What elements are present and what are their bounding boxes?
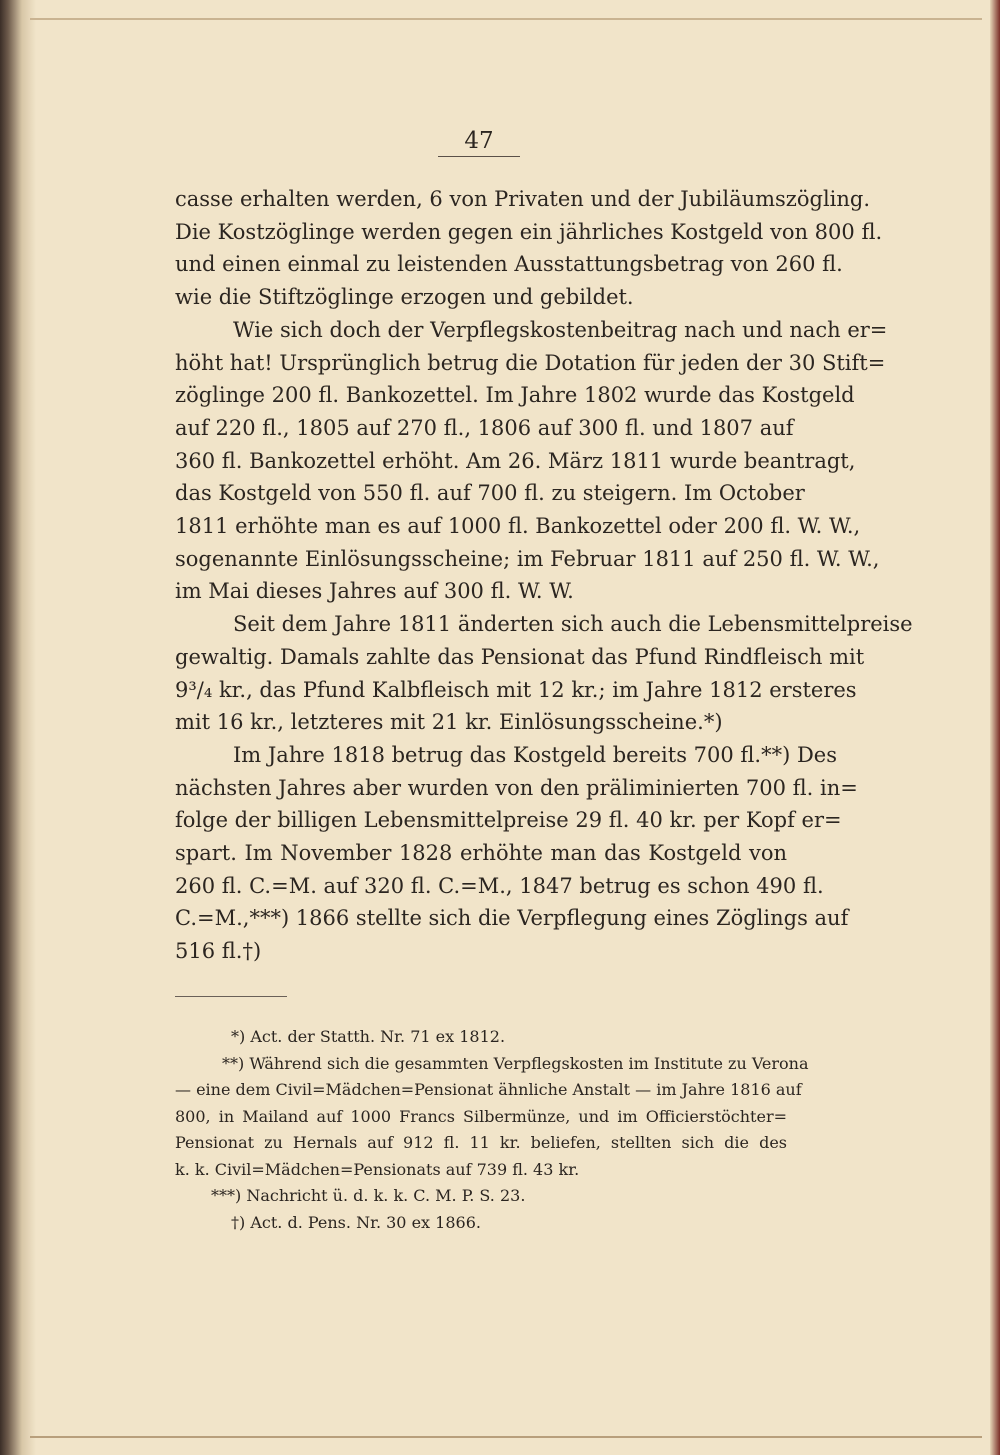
footnote-line: *) Act. der Statth. Nr. 71 ex 1812. (231, 1027, 506, 1046)
footnotes (175, 1024, 809, 1236)
footnote-line: ***) Nachricht ü. d. k. k. C. M. P. S. 23. (211, 1186, 526, 1205)
text-line: C.=M.,***) 1866 stellte sich die Verpflegung eines Zöglings auf (175, 906, 849, 931)
footnote-line: †) Act. d. Pens. Nr. 30 ex 1866. (231, 1212, 481, 1232)
text-line: Seit dem Jahre 1811 änderten sich auch die Lebensmittelpreise (233, 612, 913, 637)
footnote-separator (175, 996, 287, 997)
text-line: 516 fl.†) (175, 939, 262, 964)
text-line: 260 fl. C.=M. auf 320 fl. C.=M., 1847 betrug es schon 490 fl. (175, 873, 824, 898)
text-line: 360 fl. Bankozettel erhöht. Am 26. März 1811 wurde beantragt, (175, 448, 856, 473)
text-line: sogenannte Einlösungsscheine; im Februar 1811 auf 250 fl. W. W., (175, 546, 880, 571)
text-line: 1811 erhöhte man es auf 1000 fl. Bankozettel oder 200 fl. W. W., (175, 514, 861, 539)
binding-shadow (0, 0, 36, 1455)
footnote-line: — eine dem Civil=Mädchen=Pensionat ähnliche Anstalt — im Jahre 1816 auf (175, 1080, 802, 1099)
page-edge (990, 0, 1000, 1455)
text-line: 9³/₄ kr., das Pfund Kalbfleisch mit 12 kr.; im Jahre 1812 ersteres (175, 677, 857, 702)
text-line: mit 16 kr., letzteres mit 21 kr. Einlösungsscheine.*) (175, 710, 723, 735)
text-line: gewaltig. Damals zahlte das Pensionat das Pfund Rindfleisch mit (175, 644, 865, 669)
bottom-border (30, 1436, 982, 1438)
text-line: Wie sich doch der Verpflegskostenbeitrag nach und nach er= (233, 317, 888, 342)
text-line: folge der billigen Lebensmittelpreise 29 fl. 40 kr. per Kopf er= (175, 808, 842, 833)
footnote-line: **) Während sich die gesammten Verpflegskosten im Institute zu Verona (222, 1053, 809, 1073)
footnote-line: 800, in Mailand auf 1000 Francs Silbermünze, und im Officierstöchter= (175, 1106, 787, 1126)
text-line: wie die Stiftzöglinge erzogen und gebildet. (175, 285, 634, 310)
text-line: nächsten Jahres aber wurden von den präliminierten 700 fl. in= (175, 775, 858, 800)
text-line: auf 220 fl., 1805 auf 270 fl., 1806 auf 300 fl. und 1807 auf (175, 415, 794, 440)
text-line: und einen einmal zu leistenden Ausstattungsbetrag von 260 fl. (175, 252, 843, 277)
body-text (175, 183, 913, 968)
text-line: casse erhalten werden, 6 von Privaten und der Jubiläumszögling. (175, 187, 871, 211)
text-line: Im Jahre 1818 betrug das Kostgeld bereits 700 fl.**) Des (233, 742, 837, 767)
footnote-line: k. k. Civil=Mädchen=Pensionats auf 739 fl. 43 kr. (175, 1159, 580, 1179)
footnote-line: Pensionat zu Hernals auf 912 fl. 11 kr. beliefen, stellten sich die des (175, 1133, 787, 1152)
text-line: spart. Im November 1828 erhöhte man das Kostgeld von (175, 841, 787, 866)
text-line: höht hat! Ursprünglich betrug die Dotation für jeden der 30 Stift= (175, 350, 886, 375)
text-line: zöglinge 200 fl. Bankozettel. Im Jahre 1802 wurde das Kostgeld (175, 383, 855, 408)
page-number: 47 (438, 128, 520, 157)
text-line: im Mai dieses Jahres auf 300 fl. W. W. (175, 579, 574, 604)
text-line: Die Kostzöglinge werden gegen ein jährliches Kostgeld von 800 fl. (175, 219, 883, 244)
text-line: das Kostgeld von 550 fl. auf 700 fl. zu steigern. Im October (175, 481, 805, 506)
top-border (30, 18, 982, 20)
